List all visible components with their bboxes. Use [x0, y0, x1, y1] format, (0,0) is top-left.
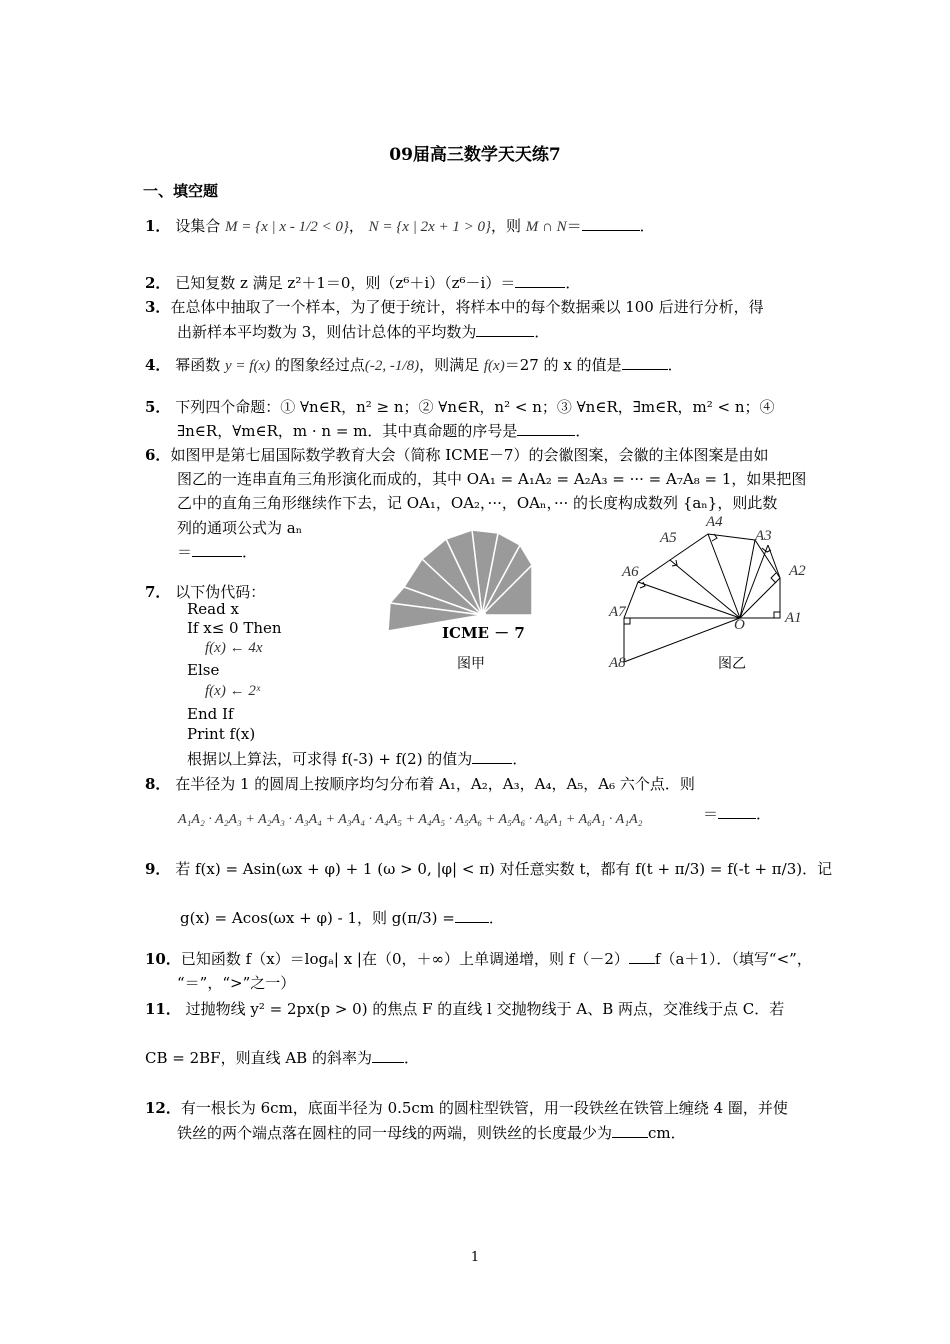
q12-line2: 铁丝的两个端点落在圆柱的同一母线的两端，则铁丝的长度最少为 [177, 1124, 613, 1142]
answer-blank[interactable] [192, 542, 242, 557]
logo-text: ICME － 7 [442, 624, 525, 642]
question-3 [145, 296, 764, 317]
question-5 [145, 396, 775, 417]
code-line-7: Print f(x) [187, 725, 256, 743]
q9-line1: 若 f(x) = Asin(ωx + φ) + 1 (ω > 0, |φ| < π) 对任意实数 t，都有 f(t + π/3) = f(-t + π/3)．记 [175, 860, 833, 878]
q3-line2: 出新样本平均数为 3，则估计总体的平均数为 [177, 323, 477, 341]
question-1 [145, 215, 655, 236]
question-number: 8． [145, 775, 171, 793]
q4-t1: 幂函数 [175, 356, 221, 374]
q6-answer-line [177, 541, 257, 562]
label-a4: A4 [706, 514, 723, 530]
question-6 [145, 444, 768, 465]
set-m: M = {x | x - 1/2 < 0} [225, 219, 349, 235]
answer-blank[interactable] [629, 949, 655, 964]
q4-t3: ，则满足 [419, 356, 480, 374]
q5-end: ． [575, 422, 591, 440]
question-2 [145, 272, 580, 293]
label-a8: A8 [609, 655, 626, 671]
q9-end: ． [488, 909, 504, 927]
question-number: 11． [145, 1000, 181, 1018]
intersection: M ∩ N [525, 219, 567, 235]
label-a1: A1 [785, 610, 802, 626]
question-8 [145, 773, 695, 794]
page-number: 1 [470, 1250, 480, 1265]
code-line-1: Read x [187, 600, 239, 618]
q1-end: ． [639, 217, 655, 235]
question-11-cont [145, 1047, 419, 1068]
q6-eq: ＝ [177, 543, 193, 561]
question-12-cont [177, 1122, 686, 1143]
question-number: 12． [145, 1099, 181, 1117]
q7-tail-text: 根据以上算法，可求得 f(-3) + f(2) 的值为 [187, 750, 473, 768]
figure-yi [600, 510, 810, 670]
label-a6: A6 [622, 564, 639, 580]
q1-eq: ＝ [566, 217, 582, 235]
q11-line1: 过抛物线 y² = 2px(p > 0) 的焦点 F 的直线 l 交抛物线于 A、B 两点，交准线于点 C．若 [185, 1000, 785, 1018]
q12-line1: 有一根长为 6cm，底面半径为 0.5cm 的圆柱型铁管，用一段铁丝在铁管上缠绕 4 圈，并使 [180, 1099, 788, 1117]
q3-end: ． [534, 323, 550, 341]
question-number: 2． [145, 274, 171, 292]
question-number: 4． [145, 356, 171, 374]
answer-blank[interactable] [515, 273, 565, 288]
q10-mid: f（a＋1）．（填写“<”， [654, 950, 812, 968]
question-9 [145, 858, 832, 879]
answer-blank[interactable] [476, 322, 534, 337]
question-number: 7． [145, 583, 171, 601]
answer-blank[interactable] [472, 749, 512, 764]
label-a5: A5 [660, 530, 677, 546]
question-11 [145, 998, 784, 1019]
q6-line2: 图乙的一连串直角三角形演化而成的，其中 OA₁ = A₁A₂ = A₂A₃ = ··· = A₇A₈ = 1，如果把图 [177, 470, 807, 488]
section-heading: 一、填空题 [143, 182, 219, 200]
q11-line2: CB = 2BF，则直线 AB 的斜率为 [145, 1049, 372, 1067]
label-o: O [734, 617, 745, 633]
q9-line2: g(x) = Acos(ωx + φ) - 1，则 g(π/3) = [180, 909, 455, 927]
question-number: 9． [145, 860, 171, 878]
q5-line2: ∃n∈R，∀m∈R，m · n = m．其中真命题的序号是 [177, 422, 518, 440]
question-5-cont [177, 420, 590, 441]
question-number: 6． [145, 446, 171, 464]
q6-line4: 列的通项公式为 aₙ [177, 519, 303, 537]
question-number: 1． [145, 217, 171, 235]
answer-blank[interactable] [582, 216, 640, 231]
caption-yi: 图乙 [718, 656, 746, 672]
question-12 [145, 1097, 788, 1118]
label-a7: A7 [609, 604, 626, 620]
power-function: y = f(x) [225, 358, 271, 374]
q1-comma: ， [348, 217, 364, 235]
point: (-2, -1/8) [364, 358, 420, 374]
q1-text: 设集合 [175, 217, 221, 235]
q5-line1: 下列四个命题：① ∀n∈R，n² ≥ n；② ∀n∈R，n² < n；③ ∀n∈R，∃m∈R，m² < n；④ [175, 398, 775, 416]
question-10 [145, 948, 812, 969]
fx: f(x) [483, 358, 505, 374]
question-7 [145, 581, 265, 602]
q7-tail [187, 748, 527, 769]
q6-line1: 如图甲是第七届国际数学教育大会（简称 ICME－7）的会徽图案，会徽的主体图案是由如 [170, 446, 769, 464]
q4-end: ． [667, 356, 683, 374]
q8-end: ． [756, 805, 772, 823]
q7-end: ． [512, 750, 528, 768]
q8-eq: ＝ [703, 805, 719, 823]
q12-end: cm． [648, 1124, 686, 1142]
q4-t2: 的图象经过点 [274, 356, 365, 374]
question-number: 5． [145, 398, 171, 416]
q2-end: ． [565, 274, 581, 292]
answer-blank[interactable] [517, 421, 575, 436]
code-line-3: f(x) ← 4x [205, 640, 263, 656]
q10-line2: “＝”，“>”之一） [177, 974, 296, 992]
code-line-6: End If [187, 705, 234, 723]
question-3-cont [177, 321, 549, 342]
code-line-2: If x≤ 0 Then [187, 619, 282, 637]
q6-line3: 乙中的直角三角形继续作下去，记 OA₁，OA₂，···，OAₙ，··· 的长度构成数列 {aₙ}，则此数 [177, 494, 778, 512]
q8-line1: 在半径为 1 的圆周上按顺序均匀分布着 A₁，A₂，A₃，A₄，A₅，A₆ 六个点．则 [175, 775, 695, 793]
q11-end: ． [403, 1049, 419, 1067]
answer-blank[interactable] [612, 1123, 648, 1138]
q8-expression: A₁A₂ · A₂A₃ + A₂A₃ · A₃A₄ + A₃A₄ · A₄A₅ + A₄A₅ · A₅A₆ + A₅A₆ · A₆A₁ + A₆A₁ · A₁A₂ [178, 812, 643, 827]
q7-intro: 以下伪代码： [175, 583, 266, 601]
code-line-4: Else [187, 661, 220, 679]
q3-line1: 在总体中抽取了一个样本，为了便于统计，将样本中的每个数据乘以 100 后进行分析，得 [170, 298, 764, 316]
caption-jia: 图甲 [457, 656, 485, 672]
question-4 [145, 354, 683, 375]
q8-answer [703, 803, 771, 824]
answer-blank[interactable] [455, 908, 489, 923]
set-n: N = {x | 2x + 1 > 0} [368, 219, 491, 235]
question-9-cont [180, 907, 504, 928]
code-line-5: f(x) ← 2ˣ [205, 683, 261, 699]
page-title: 09届高三数学天天练7 [389, 145, 561, 165]
answer-blank[interactable] [718, 804, 756, 819]
label-a2: A2 [789, 563, 806, 579]
label-a3: A3 [755, 528, 772, 544]
answer-blank[interactable] [622, 355, 668, 370]
question-number: 3． [145, 298, 171, 316]
answer-blank[interactable] [372, 1048, 404, 1063]
q10-line1: 已知函数 f（x）＝logₐ| x |在（0，＋∞）上单调递增，则 f（－2） [180, 950, 629, 968]
q4-t4: ＝27 的 x 的值是 [504, 356, 622, 374]
q1-then: ，则 [490, 217, 521, 235]
question-number: 10． [145, 950, 181, 968]
q6-end: ． [242, 543, 258, 561]
q2-text: 已知复数 z 满足 z²＋1＝0，则（z⁶＋i）（z⁶－i）＝ [175, 274, 516, 292]
